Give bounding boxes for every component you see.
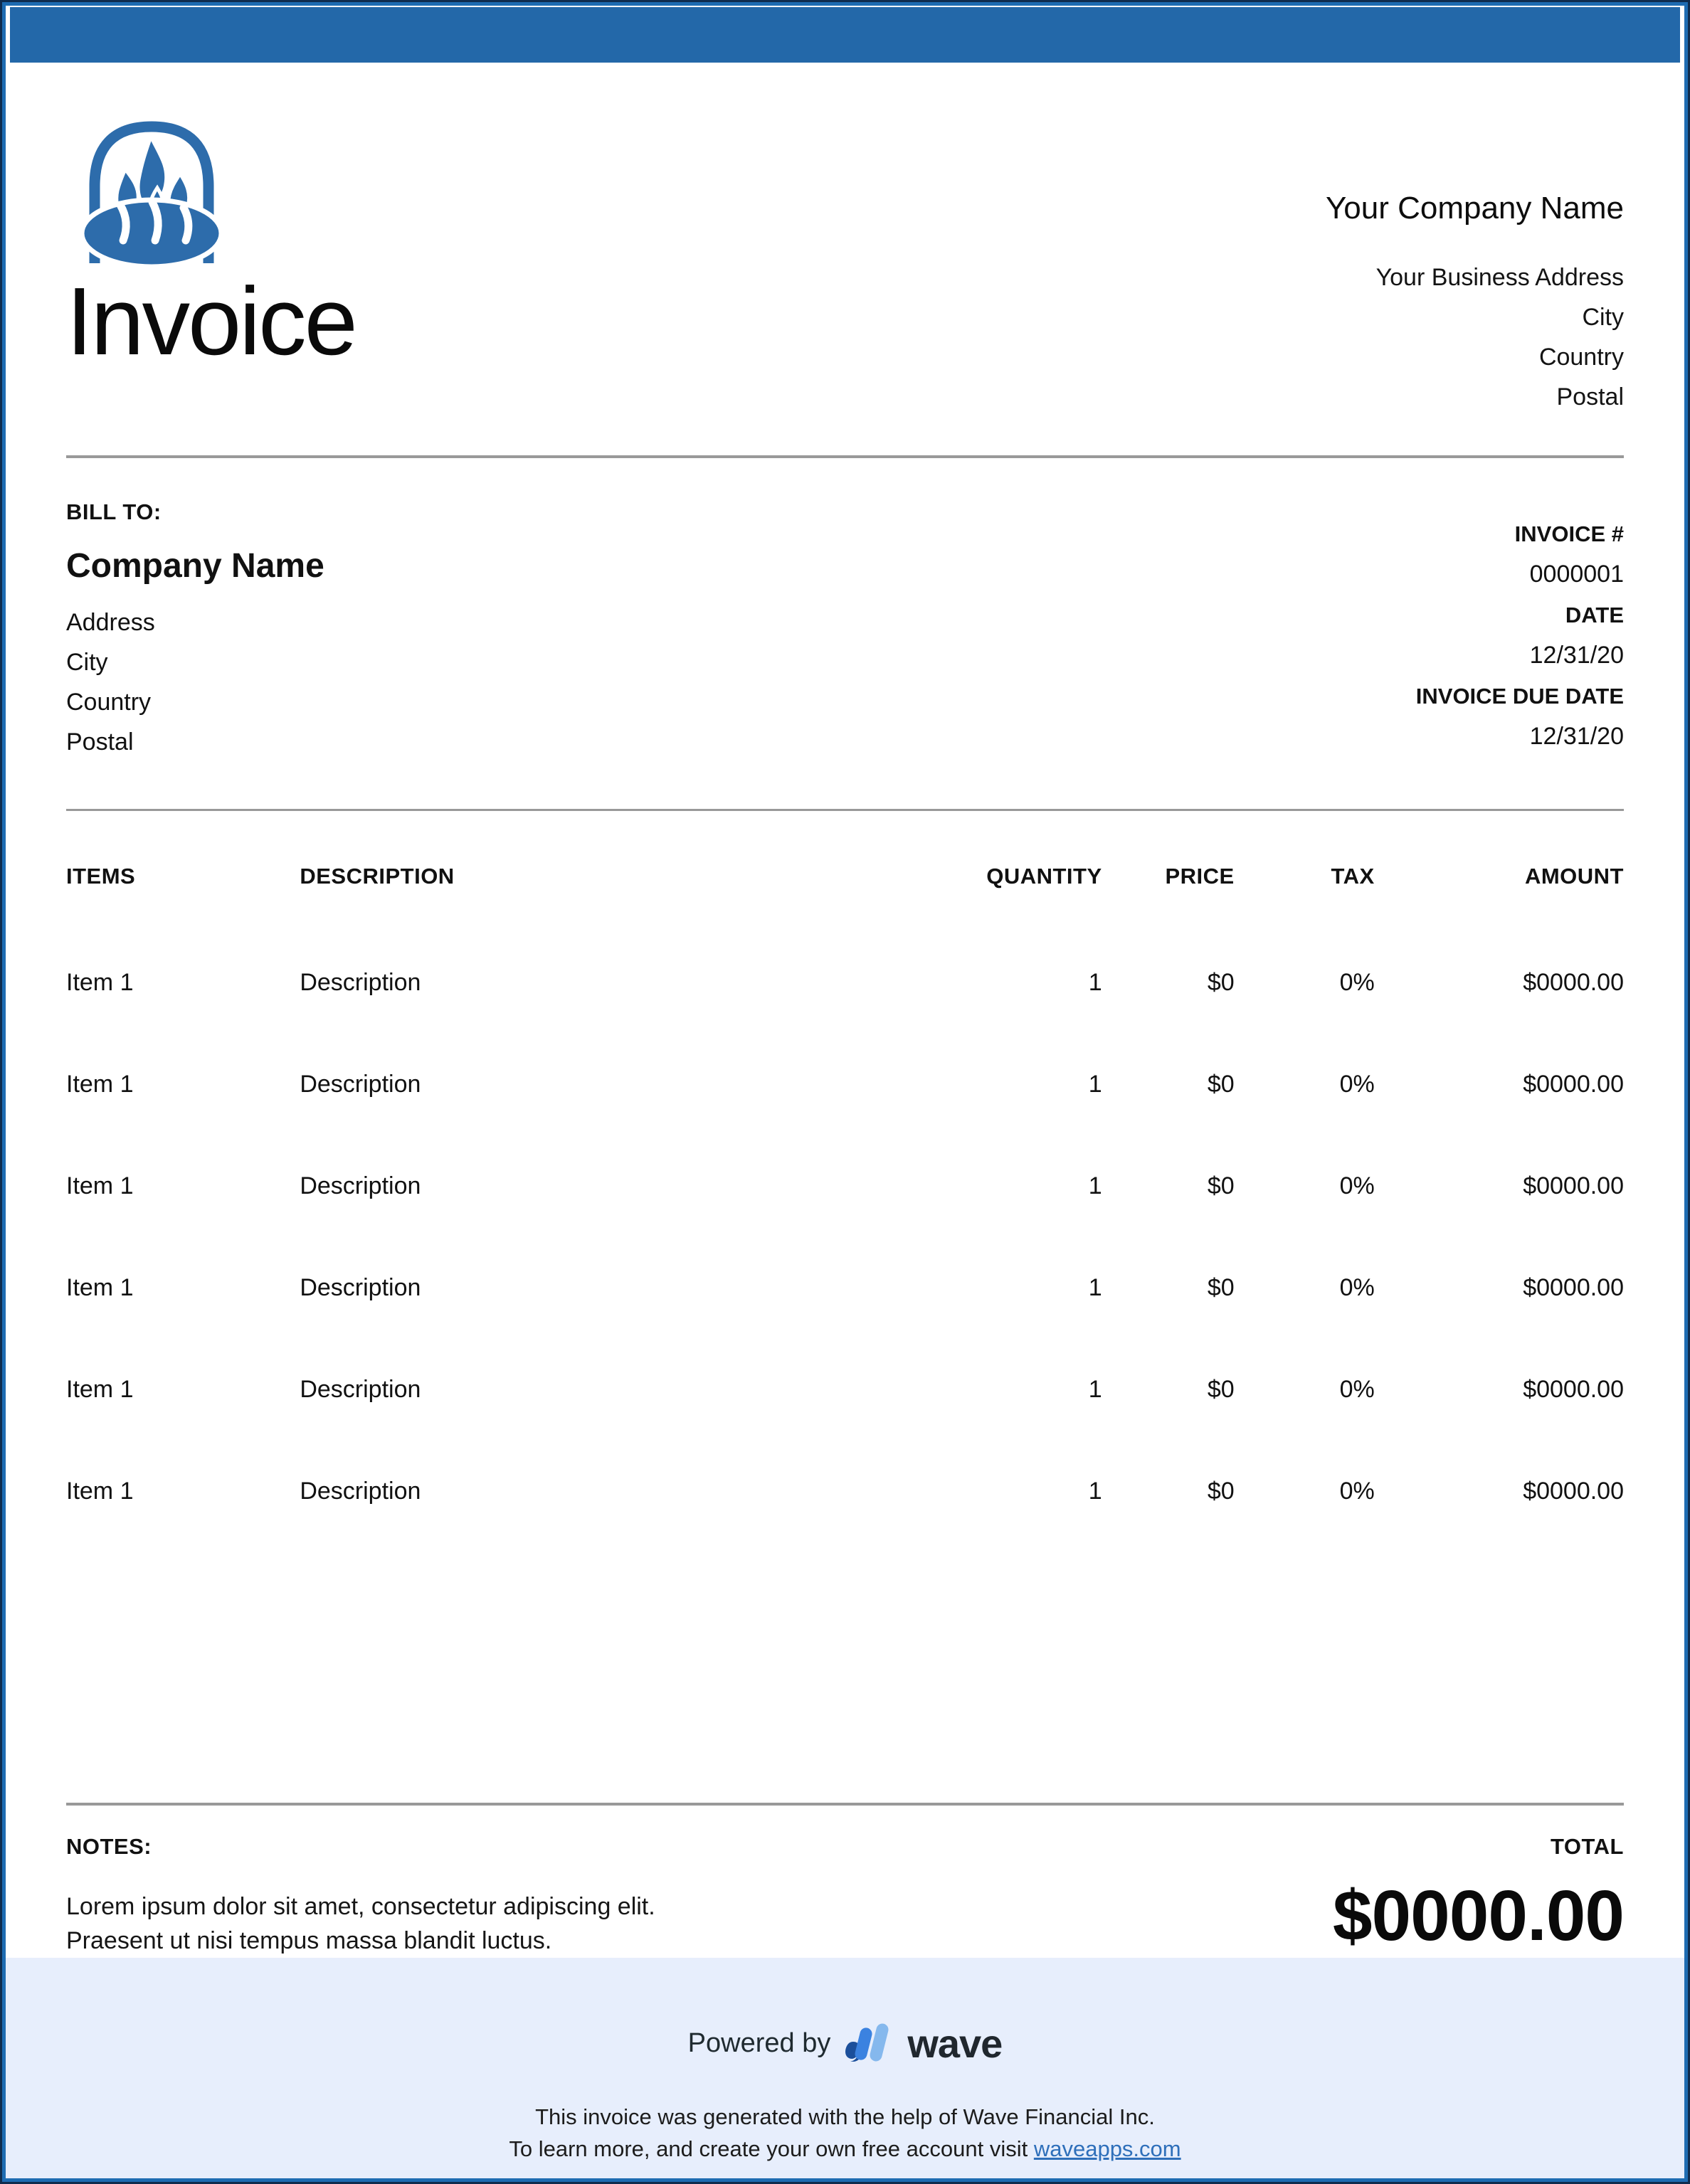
items-section xyxy=(6,811,1684,1542)
footer-generated-text: This invoice was generated with the help of Wave Financial Inc. xyxy=(535,2104,1155,2130)
cell-price: $0 xyxy=(1207,1478,1235,1505)
billto-block xyxy=(66,458,324,762)
col-header-description: DESCRIPTION xyxy=(300,864,455,889)
table-row xyxy=(66,1237,1624,1339)
col-header-quantity: QUANTITY xyxy=(986,864,1102,889)
company-address xyxy=(1326,258,1624,417)
total-block xyxy=(1333,1834,1624,1958)
invoice-date-label: DATE xyxy=(1565,602,1624,627)
notes-label: NOTES: xyxy=(66,1834,152,1860)
table-row xyxy=(66,1339,1624,1441)
col-header-price: PRICE xyxy=(1165,864,1235,889)
table-row xyxy=(66,1034,1624,1135)
powered-by-text: Powered by xyxy=(687,2028,831,2059)
cell-tax: 0% xyxy=(1339,1172,1375,1200)
billto-address-line: Address xyxy=(66,608,155,636)
cell-quantity: 1 xyxy=(1088,1071,1102,1098)
billto-label: BILL TO: xyxy=(66,499,162,524)
billto-address-line: Country xyxy=(66,688,152,716)
cell-price: $0 xyxy=(1207,1071,1235,1098)
invoice-number-value: 0000001 xyxy=(1529,560,1624,588)
invoice-date-value: 12/31/20 xyxy=(1529,641,1624,669)
page-title: Invoice xyxy=(66,267,356,375)
cell-tax: 0% xyxy=(1339,1478,1375,1505)
invoice-due-date-value: 12/31/20 xyxy=(1529,722,1624,750)
cell-quantity: 1 xyxy=(1088,969,1102,997)
cell-amount: $0000.00 xyxy=(1523,1071,1624,1098)
billto-address-line: City xyxy=(66,648,108,676)
notes-text xyxy=(66,1889,655,1958)
summary-section xyxy=(6,1806,1684,1958)
cell-items: Item 1 xyxy=(66,1172,134,1200)
cell-description: Description xyxy=(300,1478,421,1505)
powered-by-wave xyxy=(688,2020,1003,2067)
items-table-header-row xyxy=(66,811,1624,932)
cell-items: Item 1 xyxy=(66,1478,134,1505)
wave-logo-icon xyxy=(843,2022,894,2066)
billto-address-line: Postal xyxy=(66,728,134,756)
total-label: TOTAL xyxy=(1551,1834,1624,1860)
company-address-line: City xyxy=(1582,304,1624,331)
cell-price: $0 xyxy=(1207,1274,1235,1302)
col-header-items: ITEMS xyxy=(66,864,136,889)
cell-tax: 0% xyxy=(1339,1376,1375,1404)
cell-tax: 0% xyxy=(1339,969,1375,997)
cell-quantity: 1 xyxy=(1088,1478,1102,1505)
notes-block xyxy=(66,1834,655,1958)
invoice-due-date-label: INVOICE DUE DATE xyxy=(1415,683,1624,709)
cell-quantity: 1 xyxy=(1088,1376,1102,1404)
cell-description: Description xyxy=(300,1274,421,1302)
cell-tax: 0% xyxy=(1339,1274,1375,1302)
cell-amount: $0000.00 xyxy=(1523,1274,1624,1302)
table-row xyxy=(66,1441,1624,1542)
cell-description: Description xyxy=(300,1172,421,1200)
bakery-flame-bread-logo-icon xyxy=(66,104,237,266)
cell-description: Description xyxy=(300,969,421,997)
cell-amount: $0000.00 xyxy=(1523,1172,1624,1200)
cell-description: Description xyxy=(300,1071,421,1098)
items-table xyxy=(66,811,1624,1542)
waveapps-link[interactable]: waveapps.com xyxy=(1033,2136,1181,2162)
cell-amount: $0000.00 xyxy=(1523,1478,1624,1505)
notes-line: Lorem ipsum dolor sit amet, consectetur adipiscing elit. xyxy=(66,1893,655,1921)
company-block xyxy=(1326,63,1624,417)
brand-block xyxy=(66,63,356,375)
cell-items: Item 1 xyxy=(66,969,134,997)
company-address-line: Postal xyxy=(1556,383,1624,410)
wave-logo-wordmark: wave xyxy=(907,2021,1003,2067)
table-row xyxy=(66,1135,1624,1237)
cell-quantity: 1 xyxy=(1088,1274,1102,1302)
company-address-line: Your Business Address xyxy=(1375,264,1624,291)
col-header-amount: AMOUNT xyxy=(1524,864,1624,889)
cell-items: Item 1 xyxy=(66,1071,134,1098)
total-value: $0000.00 xyxy=(1332,1876,1624,1956)
invoice-page-inner xyxy=(2,2,1688,2182)
cell-price: $0 xyxy=(1207,969,1235,997)
cell-price: $0 xyxy=(1207,1172,1235,1200)
invoice-meta-block xyxy=(1416,458,1624,762)
invoice-number-label: INVOICE # xyxy=(1514,521,1624,546)
billto-company-name: Company Name xyxy=(66,546,324,585)
top-accent-bar xyxy=(10,7,1680,63)
items-table-body xyxy=(66,932,1624,1542)
footer-learn-more: To learn more, and create your own free account visit waveapps.com xyxy=(509,2136,1181,2162)
footer-info xyxy=(509,2101,1181,2165)
billto-address xyxy=(66,603,324,762)
company-name: Your Company Name xyxy=(1325,191,1624,226)
cell-tax: 0% xyxy=(1339,1071,1375,1098)
billto-section xyxy=(6,458,1684,762)
company-address-line: Country xyxy=(1538,344,1624,371)
cell-description: Description xyxy=(300,1376,421,1404)
cell-price: $0 xyxy=(1207,1376,1235,1404)
cell-items: Item 1 xyxy=(66,1376,134,1404)
cell-quantity: 1 xyxy=(1088,1172,1102,1200)
table-row xyxy=(66,932,1624,1034)
cell-items: Item 1 xyxy=(66,1274,134,1302)
footer xyxy=(6,1958,1684,2178)
col-header-tax: TAX xyxy=(1331,864,1375,889)
cell-amount: $0000.00 xyxy=(1523,1376,1624,1404)
notes-line: Praesent ut nisi tempus massa blandit luctus. xyxy=(66,1927,552,1955)
cell-amount: $0000.00 xyxy=(1523,969,1624,997)
invoice-header xyxy=(6,63,1684,417)
